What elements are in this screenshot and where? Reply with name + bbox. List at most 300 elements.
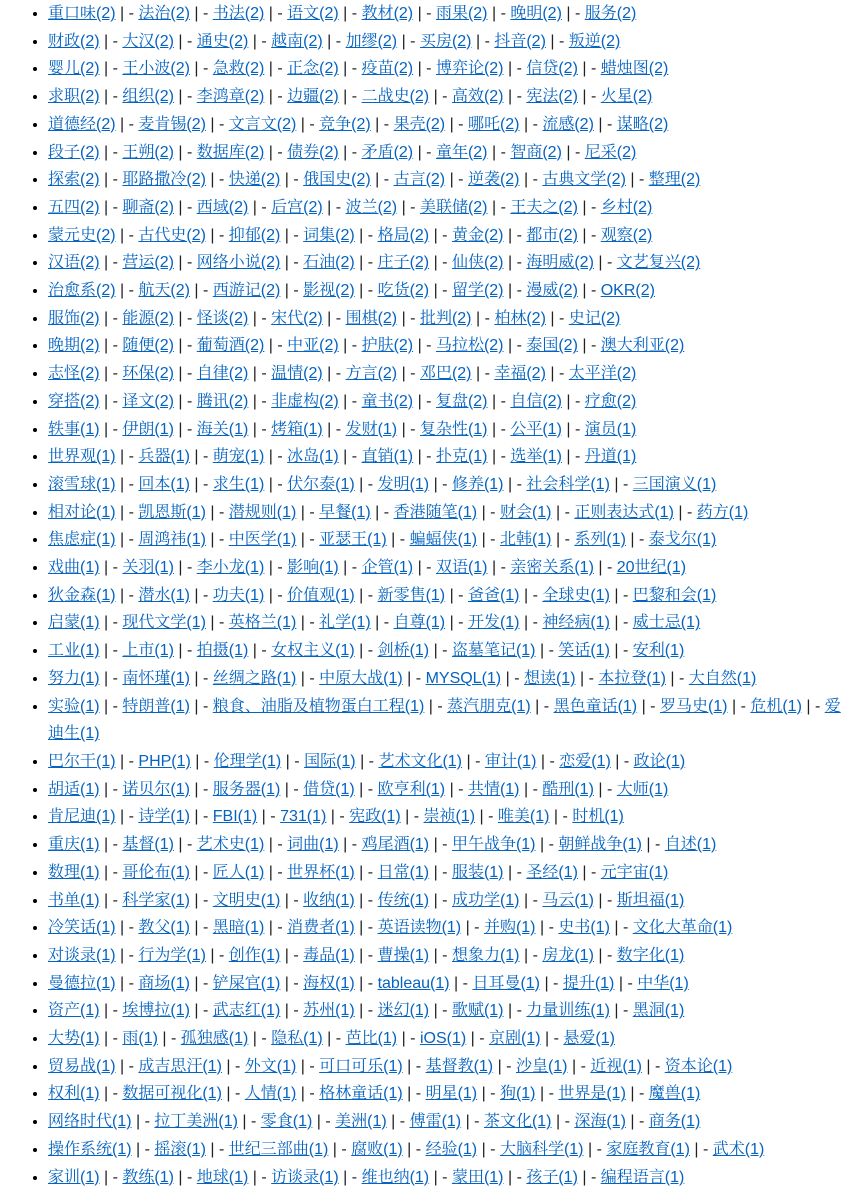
tag-link[interactable]: 斯坦福(1) bbox=[616, 891, 685, 909]
tag-link[interactable]: 柏林(2) bbox=[494, 309, 546, 327]
tag-link[interactable]: 数字化(1) bbox=[616, 946, 685, 964]
tag-link[interactable]: 悬爱(1) bbox=[563, 1030, 615, 1048]
tag-link[interactable]: 能源(2) bbox=[122, 309, 174, 327]
tag-link[interactable]: 家庭教育(1) bbox=[606, 1140, 690, 1158]
tag-link[interactable]: 网络小说(2) bbox=[196, 254, 281, 272]
tag-link[interactable]: 文艺复兴(2) bbox=[616, 254, 701, 272]
tag-link[interactable]: 武志红(1) bbox=[212, 1002, 281, 1020]
tag-link[interactable]: 爸爸(1) bbox=[467, 586, 520, 604]
tag-link[interactable]: 拍摄(1) bbox=[196, 642, 249, 660]
tag-link[interactable]: 科学家(1) bbox=[122, 891, 190, 909]
tag-link[interactable]: 李小龙(1) bbox=[196, 559, 265, 577]
tag-link[interactable]: 服装(1) bbox=[451, 863, 504, 881]
tag-link[interactable]: 穿搭(2) bbox=[48, 392, 100, 410]
tag-link[interactable]: 太平洋(2) bbox=[568, 365, 637, 383]
tag-link[interactable]: 潜水(1) bbox=[138, 586, 190, 604]
tag-link[interactable]: 怪谈(2) bbox=[196, 309, 249, 327]
tag-link[interactable]: 回本(1) bbox=[138, 475, 190, 493]
tag-link[interactable]: 尼采(2) bbox=[584, 143, 637, 161]
tag-link[interactable]: 文明史(1) bbox=[212, 891, 281, 909]
tag-link[interactable]: 对谈录(1) bbox=[48, 946, 116, 964]
tag-link[interactable]: 资本论(1) bbox=[664, 1057, 733, 1075]
tag-link[interactable]: 王小波(2) bbox=[122, 60, 190, 78]
tag-link[interactable]: MYSQL(1) bbox=[425, 669, 502, 687]
tag-link[interactable]: 全球史(1) bbox=[542, 586, 610, 604]
tag-link[interactable]: 婴儿(2) bbox=[48, 60, 100, 78]
tag-link[interactable]: 收纳(1) bbox=[303, 891, 355, 909]
tag-link[interactable]: 财会(1) bbox=[499, 503, 552, 521]
tag-link[interactable]: 加缪(2) bbox=[345, 32, 398, 50]
tag-link[interactable]: 治愈系(2) bbox=[48, 282, 116, 300]
tag-link[interactable]: 北韩(1) bbox=[499, 531, 552, 549]
tag-link[interactable]: 求职(2) bbox=[48, 88, 100, 106]
tag-link[interactable]: 泰国(2) bbox=[526, 337, 578, 355]
tag-link[interactable]: 复盘(2) bbox=[435, 392, 488, 410]
tag-link[interactable]: 功夫(1) bbox=[212, 586, 265, 604]
tag-link[interactable]: 神经病(1) bbox=[542, 614, 610, 632]
tag-link[interactable]: 聊斋(2) bbox=[122, 198, 174, 216]
tag-link[interactable]: 资产(1) bbox=[48, 1002, 100, 1020]
tag-link[interactable]: FBI(1) bbox=[212, 808, 258, 826]
tag-link[interactable]: 古言(2) bbox=[393, 171, 446, 189]
tag-link[interactable]: 蒙田(1) bbox=[451, 1168, 504, 1186]
tag-link[interactable]: 周鸿祎(1) bbox=[138, 531, 206, 549]
tag-link[interactable]: 政论(1) bbox=[633, 752, 686, 770]
tag-link[interactable]: 世纪三部曲(1) bbox=[228, 1140, 329, 1158]
tag-link[interactable]: 冷笑话(1) bbox=[48, 919, 116, 937]
tag-link[interactable]: 南怀瑾(1) bbox=[122, 669, 190, 687]
tag-link[interactable]: 史记(2) bbox=[568, 309, 621, 327]
tag-link[interactable]: 组织(2) bbox=[122, 88, 174, 106]
tag-link[interactable]: 家训(1) bbox=[48, 1168, 100, 1186]
tag-link[interactable]: 系列(1) bbox=[574, 531, 626, 549]
tag-link[interactable]: 果壳(2) bbox=[393, 115, 446, 133]
tag-link[interactable]: 零食(1) bbox=[260, 1113, 313, 1131]
tag-link[interactable]: 轶事(1) bbox=[48, 420, 100, 438]
tag-link[interactable]: 海明威(2) bbox=[526, 254, 594, 272]
tag-link[interactable]: 非虚构(2) bbox=[271, 392, 339, 410]
tag-link[interactable]: 古代史(2) bbox=[138, 226, 206, 244]
tag-link[interactable]: 维也纳(1) bbox=[361, 1168, 430, 1186]
tag-link[interactable]: 葡萄酒(2) bbox=[196, 337, 265, 355]
tag-link[interactable]: 国际(1) bbox=[304, 752, 356, 770]
tag-link[interactable]: 邓巴(2) bbox=[419, 365, 472, 383]
tag-link[interactable]: 整理(2) bbox=[648, 171, 701, 189]
tag-link[interactable]: 耶路撒冷(2) bbox=[122, 171, 206, 189]
tag-link[interactable]: 相对论(1) bbox=[48, 503, 116, 521]
tag-link[interactable]: 审计(1) bbox=[484, 752, 537, 770]
tag-link[interactable]: 访谈录(1) bbox=[271, 1168, 339, 1186]
tag-link[interactable]: 中华(1) bbox=[637, 974, 689, 992]
tag-link[interactable]: 自述(1) bbox=[664, 836, 717, 854]
tag-link[interactable]: 礼学(1) bbox=[319, 614, 371, 632]
tag-link[interactable]: 中医学(1) bbox=[228, 531, 297, 549]
tag-link[interactable]: 温情(2) bbox=[271, 365, 323, 383]
tag-link[interactable]: 麦肯锡(2) bbox=[138, 115, 206, 133]
tag-link[interactable]: 想读(1) bbox=[523, 669, 576, 687]
tag-link[interactable]: 疫苗(2) bbox=[361, 60, 414, 78]
tag-link[interactable]: 黑洞(1) bbox=[632, 1002, 685, 1020]
tag-link[interactable]: 雨(1) bbox=[122, 1030, 158, 1048]
tag-link[interactable]: 行为学(1) bbox=[138, 946, 206, 964]
tag-link[interactable]: 共情(1) bbox=[467, 780, 520, 798]
tag-link[interactable]: 美洲(1) bbox=[335, 1113, 387, 1131]
tag-link[interactable]: 外文(1) bbox=[244, 1057, 297, 1075]
tag-link[interactable]: 苏州(1) bbox=[303, 1002, 355, 1020]
tag-link[interactable]: 服务(2) bbox=[584, 5, 637, 22]
tag-link[interactable]: 抑郁(2) bbox=[228, 226, 281, 244]
tag-link[interactable]: 都市(2) bbox=[526, 226, 578, 244]
tag-link[interactable]: 努力(1) bbox=[48, 669, 100, 687]
tag-link[interactable]: 歌赋(1) bbox=[451, 1002, 504, 1020]
tag-link[interactable]: 企管(1) bbox=[361, 559, 414, 577]
tag-link[interactable]: 危机(1) bbox=[750, 697, 802, 715]
tag-link[interactable]: 马云(1) bbox=[542, 891, 594, 909]
tag-link[interactable]: 英语读物(1) bbox=[377, 919, 462, 937]
tag-link[interactable]: 狗(1) bbox=[499, 1085, 536, 1103]
tag-link[interactable]: 贸易战(1) bbox=[48, 1057, 116, 1075]
tag-link[interactable]: 三国演义(1) bbox=[632, 475, 717, 493]
tag-link[interactable]: 澳大利亚(2) bbox=[600, 337, 685, 355]
tag-link[interactable]: 流感(2) bbox=[542, 115, 594, 133]
tag-link[interactable]: 世界是(1) bbox=[558, 1085, 626, 1103]
tag-link[interactable]: 经验(1) bbox=[425, 1140, 478, 1158]
tag-link[interactable]: 留学(2) bbox=[451, 282, 504, 300]
tag-link[interactable]: 人情(1) bbox=[244, 1085, 297, 1103]
tag-link[interactable]: 快递(2) bbox=[228, 171, 281, 189]
tag-link[interactable]: 马拉松(2) bbox=[435, 337, 504, 355]
tag-link[interactable]: 哪吒(2) bbox=[467, 115, 520, 133]
tag-link[interactable]: 乡村(2) bbox=[600, 198, 653, 216]
tag-link[interactable]: 诺贝尔(1) bbox=[122, 780, 190, 798]
tag-link[interactable]: 大势(1) bbox=[48, 1030, 100, 1048]
tag-link[interactable]: 世界杯(1) bbox=[287, 863, 355, 881]
tag-link[interactable]: 世界观(1) bbox=[48, 448, 116, 466]
tag-link[interactable]: 西游记(2) bbox=[212, 282, 281, 300]
tag-link[interactable]: 抖音(2) bbox=[494, 32, 546, 50]
tag-link[interactable]: 护肤(2) bbox=[361, 337, 414, 355]
tag-link[interactable]: iOS(1) bbox=[419, 1030, 467, 1048]
tag-link[interactable]: 服务器(1) bbox=[212, 780, 281, 798]
tag-link[interactable]: 潜规则(1) bbox=[228, 503, 297, 521]
tag-link[interactable]: 哥伦布(1) bbox=[122, 863, 190, 881]
tag-link[interactable]: 诗学(1) bbox=[138, 808, 190, 826]
tag-link[interactable]: 方言(2) bbox=[345, 365, 398, 383]
tag-link[interactable]: 史书(1) bbox=[558, 919, 610, 937]
tag-link[interactable]: 沙皇(1) bbox=[515, 1057, 568, 1075]
tag-link[interactable]: 传统(1) bbox=[377, 891, 430, 909]
tag-link[interactable]: 焦虑症(1) bbox=[48, 531, 116, 549]
tag-link[interactable]: 法治(2) bbox=[138, 5, 190, 22]
tag-link[interactable]: 粮食、油脂及植物蛋白工程(1) bbox=[212, 697, 425, 715]
tag-link[interactable]: 崇祯(1) bbox=[423, 808, 476, 826]
tag-link[interactable]: 房龙(1) bbox=[542, 946, 594, 964]
tag-link[interactable]: 工业(1) bbox=[48, 642, 100, 660]
tag-link[interactable]: 急救(2) bbox=[212, 60, 265, 78]
tag-link[interactable]: 随便(2) bbox=[122, 337, 174, 355]
tag-link[interactable]: 元宇宙(1) bbox=[600, 863, 669, 881]
tag-link[interactable]: 伦理学(1) bbox=[213, 752, 282, 770]
tag-link[interactable]: 茶文化(1) bbox=[483, 1113, 552, 1131]
tag-link[interactable]: 宪政(1) bbox=[349, 808, 401, 826]
tag-link[interactable]: 双语(1) bbox=[435, 559, 488, 577]
tag-link[interactable]: 环保(2) bbox=[122, 365, 174, 383]
tag-link[interactable]: 匠人(1) bbox=[212, 863, 265, 881]
tag-link[interactable]: 盗墓笔记(1) bbox=[451, 642, 536, 660]
tag-link[interactable]: 爱迪生(1) bbox=[48, 697, 841, 743]
tag-link[interactable]: 叛逆(2) bbox=[568, 32, 621, 50]
tag-link[interactable]: tableau(1) bbox=[377, 974, 450, 992]
tag-link[interactable]: 武术(1) bbox=[712, 1140, 765, 1158]
tag-link[interactable]: 英格兰(1) bbox=[228, 614, 297, 632]
tag-link[interactable]: 甲午战争(1) bbox=[451, 836, 536, 854]
tag-link[interactable]: 影响(1) bbox=[287, 559, 339, 577]
tag-link[interactable]: 社会科学(1) bbox=[526, 475, 610, 493]
tag-link[interactable]: 蒸汽朋克(1) bbox=[447, 697, 531, 715]
tag-link[interactable]: 自律(2) bbox=[196, 365, 249, 383]
tag-link[interactable]: 批判(2) bbox=[419, 309, 472, 327]
tag-link[interactable]: 迷幻(1) bbox=[377, 1002, 430, 1020]
tag-link[interactable]: 商务(1) bbox=[648, 1113, 701, 1131]
tag-link[interactable]: 腾讯(2) bbox=[196, 392, 249, 410]
tag-link[interactable]: 格林童话(1) bbox=[319, 1085, 403, 1103]
tag-link[interactable]: 20世纪(1) bbox=[616, 559, 687, 577]
tag-link[interactable]: 道德经(2) bbox=[48, 115, 116, 133]
tag-link[interactable]: 越南(2) bbox=[271, 32, 323, 50]
tag-link[interactable]: 泰戈尔(1) bbox=[648, 531, 717, 549]
tag-link[interactable]: 中原大战(1) bbox=[319, 669, 403, 687]
tag-link[interactable]: 童年(2) bbox=[435, 143, 488, 161]
tag-link[interactable]: 曼德拉(1) bbox=[48, 974, 116, 992]
tag-link[interactable]: 亲密关系(1) bbox=[510, 559, 594, 577]
tag-link[interactable]: 古典文学(2) bbox=[542, 171, 626, 189]
tag-link[interactable]: 通史(2) bbox=[196, 32, 249, 50]
tag-link[interactable]: 可口可乐(1) bbox=[319, 1057, 403, 1075]
tag-link[interactable]: OKR(2) bbox=[600, 282, 655, 300]
tag-link[interactable]: 操作系统(1) bbox=[48, 1140, 132, 1158]
tag-link[interactable]: 731(1) bbox=[280, 808, 327, 826]
tag-link[interactable]: 中亚(2) bbox=[287, 337, 339, 355]
tag-link[interactable]: 现代文学(1) bbox=[122, 614, 206, 632]
tag-link[interactable]: 求生(1) bbox=[212, 475, 265, 493]
tag-link[interactable]: 边疆(2) bbox=[287, 88, 339, 106]
tag-link[interactable]: 教材(2) bbox=[361, 5, 414, 22]
tag-link[interactable]: 影视(2) bbox=[303, 282, 355, 300]
tag-link[interactable]: 晚明(2) bbox=[510, 5, 562, 22]
tag-link[interactable]: 黑暗(1) bbox=[212, 919, 265, 937]
tag-link[interactable]: 拉丁美洲(1) bbox=[154, 1113, 238, 1131]
tag-link[interactable]: 公平(1) bbox=[510, 420, 562, 438]
tag-link[interactable]: 博弈论(2) bbox=[435, 60, 504, 78]
tag-link[interactable]: 并购(1) bbox=[483, 919, 536, 937]
tag-link[interactable]: 发明(1) bbox=[377, 475, 430, 493]
tag-link[interactable]: 魔兽(1) bbox=[648, 1085, 701, 1103]
tag-link[interactable]: 段子(2) bbox=[48, 143, 100, 161]
tag-link[interactable]: 直销(1) bbox=[361, 448, 414, 466]
tag-link[interactable]: 朝鲜战争(1) bbox=[558, 836, 642, 854]
tag-link[interactable]: 王夫之(2) bbox=[510, 198, 578, 216]
tag-link[interactable]: 文言文(2) bbox=[228, 115, 297, 133]
tag-link[interactable]: 石油(2) bbox=[303, 254, 355, 272]
tag-link[interactable]: 明星(1) bbox=[425, 1085, 478, 1103]
tag-link[interactable]: 孩子(1) bbox=[526, 1168, 578, 1186]
tag-link[interactable]: 香港随笔(1) bbox=[393, 503, 478, 521]
tag-link[interactable]: 雨果(2) bbox=[435, 5, 488, 22]
tag-link[interactable]: 仙侠(2) bbox=[451, 254, 504, 272]
tag-link[interactable]: 发财(1) bbox=[345, 420, 398, 438]
tag-link[interactable]: 巴黎和会(1) bbox=[632, 586, 717, 604]
tag-link[interactable]: 大师(1) bbox=[616, 780, 669, 798]
tag-link[interactable]: 大脑科学(1) bbox=[499, 1140, 584, 1158]
tag-link[interactable]: 矛盾(2) bbox=[361, 143, 414, 161]
tag-link[interactable]: 美联储(2) bbox=[419, 198, 488, 216]
tag-link[interactable]: 丝绸之路(1) bbox=[212, 669, 297, 687]
tag-link[interactable]: 西域(2) bbox=[196, 198, 249, 216]
tag-link[interactable]: 航天(2) bbox=[138, 282, 190, 300]
tag-link[interactable]: 海权(1) bbox=[303, 974, 355, 992]
tag-link[interactable]: 大自然(1) bbox=[688, 669, 757, 687]
tag-link[interactable]: 竞争(2) bbox=[319, 115, 371, 133]
tag-link[interactable]: 时机(1) bbox=[572, 808, 624, 826]
tag-link[interactable]: 早餐(1) bbox=[319, 503, 371, 521]
tag-link[interactable]: 日耳曼(1) bbox=[472, 974, 540, 992]
tag-link[interactable]: 高效(2) bbox=[451, 88, 504, 106]
tag-link[interactable]: 罗马史(1) bbox=[659, 697, 728, 715]
tag-link[interactable]: 消费者(1) bbox=[287, 919, 355, 937]
tag-link[interactable]: 京剧(1) bbox=[489, 1030, 541, 1048]
tag-link[interactable]: 书单(1) bbox=[48, 891, 100, 909]
tag-link[interactable]: 海关(1) bbox=[196, 420, 249, 438]
tag-link[interactable]: 芭比(1) bbox=[345, 1030, 398, 1048]
tag-link[interactable]: 冰岛(1) bbox=[287, 448, 339, 466]
tag-link[interactable]: 傅雷(1) bbox=[409, 1113, 462, 1131]
tag-link[interactable]: 正念(2) bbox=[287, 60, 339, 78]
tag-link[interactable]: 实验(1) bbox=[48, 697, 100, 715]
tag-link[interactable]: 戏曲(1) bbox=[48, 559, 100, 577]
tag-link[interactable]: 王朔(2) bbox=[122, 143, 174, 161]
tag-link[interactable]: 财政(2) bbox=[48, 32, 100, 50]
tag-link[interactable]: 巴尔干(1) bbox=[48, 752, 116, 770]
tag-link[interactable]: 开发(1) bbox=[467, 614, 520, 632]
tag-link[interactable]: 肯尼迪(1) bbox=[48, 808, 116, 826]
tag-link[interactable]: 商场(1) bbox=[138, 974, 190, 992]
tag-link[interactable]: 童书(2) bbox=[361, 392, 414, 410]
tag-link[interactable]: 信贷(2) bbox=[526, 60, 578, 78]
tag-link[interactable]: 上市(1) bbox=[122, 642, 174, 660]
tag-link[interactable]: 书法(2) bbox=[212, 5, 265, 22]
tag-link[interactable]: 伊朗(1) bbox=[122, 420, 174, 438]
tag-link[interactable]: 疗愈(2) bbox=[584, 392, 637, 410]
tag-link[interactable]: 逆袭(2) bbox=[467, 171, 520, 189]
tag-link[interactable]: 亚瑟王(1) bbox=[319, 531, 387, 549]
tag-link[interactable]: 选举(1) bbox=[510, 448, 562, 466]
tag-link[interactable]: 修养(1) bbox=[451, 475, 504, 493]
tag-link[interactable]: 蜡烛图(2) bbox=[600, 60, 669, 78]
tag-link[interactable]: 蒙元史(2) bbox=[48, 226, 116, 244]
tag-link[interactable]: 庄子(2) bbox=[377, 254, 430, 272]
tag-link[interactable]: 五四(2) bbox=[48, 198, 100, 216]
tag-link[interactable]: 艺术史(1) bbox=[196, 836, 265, 854]
tag-link[interactable]: 药方(1) bbox=[696, 503, 749, 521]
tag-link[interactable]: 凯恩斯(1) bbox=[138, 503, 206, 521]
tag-link[interactable]: 狄金森(1) bbox=[48, 586, 116, 604]
tag-link[interactable]: 力量训练(1) bbox=[526, 1002, 610, 1020]
tag-link[interactable]: 编程语言(1) bbox=[600, 1168, 685, 1186]
tag-link[interactable]: 成功学(1) bbox=[451, 891, 520, 909]
tag-link[interactable]: 债券(2) bbox=[287, 143, 339, 161]
tag-link[interactable]: 吃货(2) bbox=[377, 282, 430, 300]
tag-link[interactable]: 买房(2) bbox=[419, 32, 472, 50]
tag-link[interactable]: 胡适(1) bbox=[48, 780, 100, 798]
tag-link[interactable]: 宪法(2) bbox=[526, 88, 578, 106]
tag-link[interactable]: 借贷(1) bbox=[303, 780, 355, 798]
tag-link[interactable]: 词曲(1) bbox=[287, 836, 339, 854]
tag-link[interactable]: 滚雪球(1) bbox=[48, 475, 116, 493]
tag-link[interactable]: 网络时代(1) bbox=[48, 1113, 132, 1131]
tag-link[interactable]: 译文(2) bbox=[122, 392, 174, 410]
tag-link[interactable]: 大汉(2) bbox=[122, 32, 174, 50]
tag-link[interactable]: 火星(2) bbox=[600, 88, 653, 106]
tag-link[interactable]: 蝙蝠侠(1) bbox=[409, 531, 478, 549]
tag-link[interactable]: 鸡尾酒(1) bbox=[361, 836, 430, 854]
tag-link[interactable]: 营运(2) bbox=[122, 254, 174, 272]
tag-link[interactable]: 日常(1) bbox=[377, 863, 430, 881]
tag-link[interactable]: 服饰(2) bbox=[48, 309, 100, 327]
tag-link[interactable]: 宋代(2) bbox=[271, 309, 323, 327]
tag-link[interactable]: 摇滚(1) bbox=[154, 1140, 206, 1158]
tag-link[interactable]: 后宫(2) bbox=[271, 198, 323, 216]
tag-link[interactable]: 腐败(1) bbox=[351, 1140, 403, 1158]
tag-link[interactable]: 新零售(1) bbox=[377, 586, 446, 604]
tag-link[interactable]: 李鸿章(2) bbox=[196, 88, 265, 106]
tag-link[interactable]: 埃博拉(1) bbox=[122, 1002, 190, 1020]
tag-link[interactable]: 想象力(1) bbox=[451, 946, 520, 964]
tag-link[interactable]: 二战史(2) bbox=[361, 88, 430, 106]
tag-link[interactable]: 重口味(2) bbox=[48, 5, 116, 22]
tag-link[interactable]: 艺术文化(1) bbox=[378, 752, 463, 770]
tag-link[interactable]: 黄金(2) bbox=[451, 226, 504, 244]
tag-link[interactable]: 基督(1) bbox=[122, 836, 174, 854]
tag-link[interactable]: 教父(1) bbox=[138, 919, 190, 937]
tag-link[interactable]: 黑色童话(1) bbox=[553, 697, 638, 715]
tag-link[interactable]: PHP(1) bbox=[138, 752, 191, 770]
tag-link[interactable]: 俄国史(2) bbox=[303, 171, 371, 189]
tag-link[interactable]: 笑话(1) bbox=[558, 642, 610, 660]
tag-link[interactable]: 演员(1) bbox=[584, 420, 637, 438]
tag-link[interactable]: 正则表达式(1) bbox=[574, 503, 674, 521]
tag-link[interactable]: 波兰(2) bbox=[345, 198, 398, 216]
tag-link[interactable]: 教练(1) bbox=[122, 1168, 174, 1186]
tag-link[interactable]: 地球(1) bbox=[196, 1168, 249, 1186]
tag-link[interactable]: 围棋(2) bbox=[345, 309, 398, 327]
tag-link[interactable]: 曹操(1) bbox=[377, 946, 430, 964]
tag-link[interactable]: 安利(1) bbox=[632, 642, 685, 660]
tag-link[interactable]: 烤箱(1) bbox=[271, 420, 323, 438]
tag-link[interactable]: 文化大革命(1) bbox=[632, 919, 733, 937]
tag-link[interactable]: 启蒙(1) bbox=[48, 614, 100, 632]
tag-link[interactable]: 晚期(2) bbox=[48, 337, 100, 355]
tag-link[interactable]: 汉语(2) bbox=[48, 254, 100, 272]
tag-link[interactable]: 成吉思汗(1) bbox=[138, 1057, 222, 1075]
tag-link[interactable]: 隐私(1) bbox=[271, 1030, 323, 1048]
tag-link[interactable]: 幸福(2) bbox=[494, 365, 546, 383]
tag-link[interactable]: 提升(1) bbox=[562, 974, 615, 992]
tag-link[interactable]: 近视(1) bbox=[590, 1057, 642, 1075]
tag-link[interactable]: 数据库(2) bbox=[196, 143, 265, 161]
tag-link[interactable]: 格局(2) bbox=[377, 226, 430, 244]
tag-link[interactable]: 观察(2) bbox=[600, 226, 653, 244]
tag-link[interactable]: 伏尔泰(1) bbox=[287, 475, 355, 493]
